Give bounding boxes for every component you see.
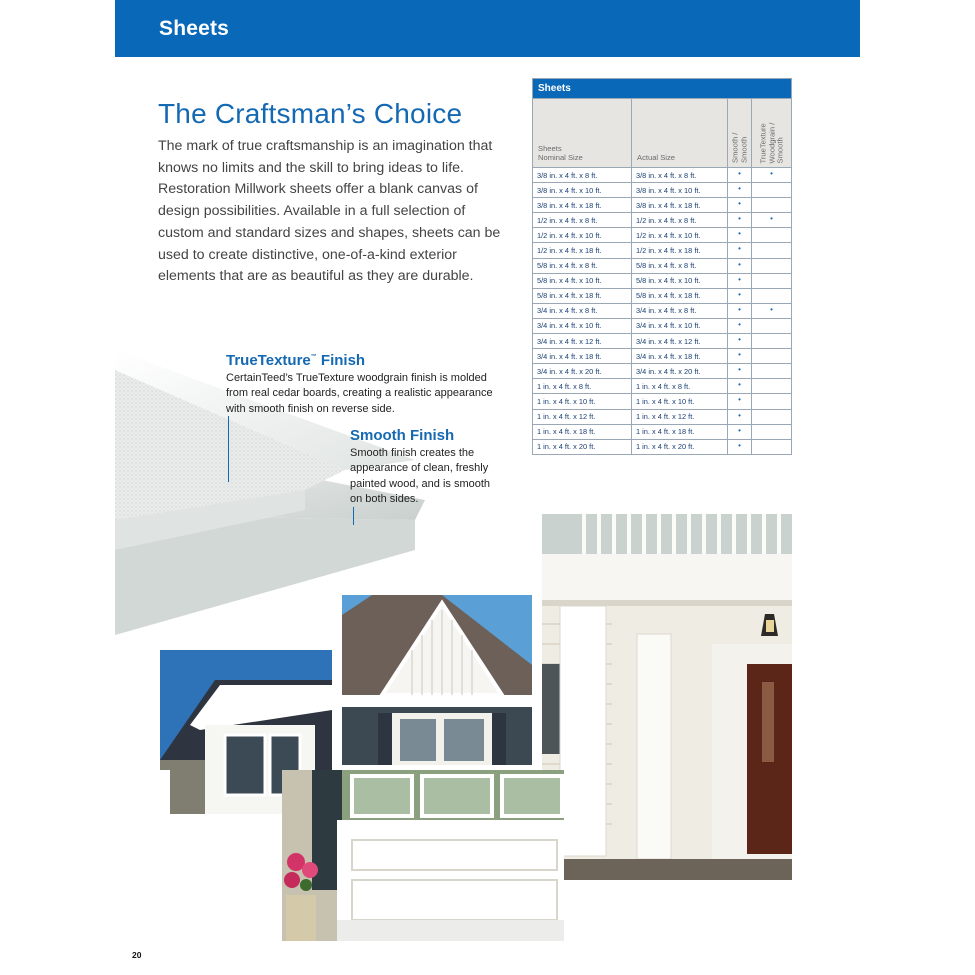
table-row (533, 348, 791, 363)
col-nominal-size: Sheets Nominal Size (533, 99, 632, 167)
nominal-size-cell: 1 in. x 4 ft. x 10 ft. (533, 394, 632, 408)
nominal-size-cell: 1/2 in. x 4 ft. x 18 ft. (533, 243, 632, 257)
nominal-size-cell: 5/8 in. x 4 ft. x 10 ft. (533, 274, 632, 288)
actual-size-cell: 3/8 in. x 4 ft. x 10 ft. (632, 183, 728, 197)
smooth-availability-cell: • (728, 289, 752, 303)
table-row (533, 333, 791, 348)
actual-size-cell: 3/4 in. x 4 ft. x 12 ft. (632, 334, 728, 348)
truetexture-availability-cell (752, 183, 791, 197)
truetexture-availability-cell (752, 425, 791, 439)
nominal-size-cell: 3/8 in. x 4 ft. x 8 ft. (533, 168, 632, 182)
table-row (533, 378, 791, 393)
nominal-size-cell: 1/2 in. x 4 ft. x 10 ft. (533, 228, 632, 242)
smooth-availability-cell: • (728, 183, 752, 197)
table-row (533, 363, 791, 378)
actual-size-cell: 1 in. x 4 ft. x 8 ft. (632, 379, 728, 393)
table-row (533, 393, 791, 408)
actual-size-cell: 1/2 in. x 4 ft. x 10 ft. (632, 228, 728, 242)
nominal-size-cell: 1 in. x 4 ft. x 12 ft. (533, 410, 632, 424)
table-row (533, 318, 791, 333)
actual-size-cell: 5/8 in. x 4 ft. x 10 ft. (632, 274, 728, 288)
truetexture-availability-cell (752, 243, 791, 257)
smooth-availability-cell: • (728, 319, 752, 333)
actual-size-cell: 3/4 in. x 4 ft. x 8 ft. (632, 304, 728, 318)
smooth-availability-cell: • (728, 304, 752, 318)
actual-size-cell: 3/8 in. x 4 ft. x 8 ft. (632, 168, 728, 182)
smooth-availability-cell: • (728, 274, 752, 288)
smooth-availability-cell: • (728, 364, 752, 378)
smooth-availability-cell: • (728, 349, 752, 363)
table-row (533, 258, 791, 273)
table-row (533, 439, 791, 454)
table-row (533, 273, 791, 288)
sheets-size-table (532, 78, 792, 455)
smooth-availability-cell: • (728, 425, 752, 439)
nominal-size-cell: 5/8 in. x 4 ft. x 18 ft. (533, 289, 632, 303)
page-headline: The Craftsman’s Choice (158, 98, 463, 129)
col-smooth-smooth: Smooth / Smooth (728, 99, 752, 167)
table-body (533, 167, 791, 454)
truetexture-availability-cell (752, 319, 791, 333)
nominal-size-cell: 3/4 in. x 4 ft. x 8 ft. (533, 304, 632, 318)
smooth-availability-cell: • (728, 168, 752, 182)
banner-title: Sheets (159, 17, 230, 40)
table-title: Sheets (533, 79, 791, 98)
actual-size-cell: 1 in. x 4 ft. x 10 ft. (632, 394, 728, 408)
actual-size-cell: 3/4 in. x 4 ft. x 20 ft. (632, 364, 728, 378)
actual-size-cell: 3/8 in. x 4 ft. x 18 ft. (632, 198, 728, 212)
nominal-size-cell: 3/4 in. x 4 ft. x 20 ft. (533, 364, 632, 378)
smooth-availability-cell: • (728, 243, 752, 257)
actual-size-cell: 1 in. x 4 ft. x 18 ft. (632, 425, 728, 439)
actual-size-cell: 3/4 in. x 4 ft. x 18 ft. (632, 349, 728, 363)
table-row (533, 167, 791, 182)
smooth-availability-cell: • (728, 259, 752, 273)
actual-size-cell: 5/8 in. x 4 ft. x 18 ft. (632, 289, 728, 303)
nominal-size-cell: 3/4 in. x 4 ft. x 12 ft. (533, 334, 632, 348)
smooth-availability-cell: • (728, 410, 752, 424)
actual-size-cell: 5/8 in. x 4 ft. x 8 ft. (632, 259, 728, 273)
table-row (533, 409, 791, 424)
truetexture-availability-cell (752, 364, 791, 378)
table-row (533, 242, 791, 257)
truetexture-availability-cell (752, 410, 791, 424)
actual-size-cell: 1/2 in. x 4 ft. x 8 ft. (632, 213, 728, 227)
actual-size-cell: 3/4 in. x 4 ft. x 10 ft. (632, 319, 728, 333)
porch-columns-photo (542, 514, 792, 880)
smooth-availability-cell: • (728, 228, 752, 242)
table-row (533, 424, 791, 439)
table-header-row (533, 98, 791, 167)
truetexture-availability-cell (752, 259, 791, 273)
nominal-size-cell: 1/2 in. x 4 ft. x 8 ft. (533, 213, 632, 227)
nominal-size-cell: 1 in. x 4 ft. x 18 ft. (533, 425, 632, 439)
smooth-finish-title: Smooth Finish (350, 427, 455, 444)
header-banner (115, 0, 860, 57)
truetexture-availability-cell (752, 349, 791, 363)
truetexture-availability-cell (752, 274, 791, 288)
smooth-availability-cell: • (728, 198, 752, 212)
gable-house-photo (342, 595, 532, 765)
col-actual-size: Actual Size (632, 99, 728, 167)
truetexture-availability-cell (752, 334, 791, 348)
truetexture-availability-cell: • (770, 169, 773, 178)
smooth-finish-description: Smooth finish creates the appearance of clean, freshly painted wood, and is smooth on both sides. (350, 447, 491, 505)
truetexture-availability-cell: • (770, 304, 773, 314)
truetexture-availability-cell (752, 394, 791, 408)
truetexture-availability-cell (752, 198, 791, 212)
truetexture-leader-line (228, 416, 229, 482)
nominal-size-cell: 1 in. x 4 ft. x 8 ft. (533, 379, 632, 393)
table-row (533, 182, 791, 197)
table-row (533, 212, 791, 227)
smooth-availability-cell: • (728, 379, 752, 393)
table-row (533, 288, 791, 303)
nominal-size-cell: 3/4 in. x 4 ft. x 18 ft. (533, 349, 632, 363)
nominal-size-cell: 5/8 in. x 4 ft. x 8 ft. (533, 259, 632, 273)
page-number: 20 (132, 950, 142, 960)
actual-size-cell: 1/2 in. x 4 ft. x 18 ft. (632, 243, 728, 257)
truetexture-description: CertainTeed’s TrueTexture woodgrain finish is molded from real cedar boards, creating a realistic appearance with smooth finish on reverse side. (226, 372, 493, 415)
intro-paragraph: The mark of true craftsmanship is an imagination that knows no limits and the skill to bring ideas to life. Restoration Millwork sheets offer a blank canvas of design possibilities. Available in a full selection of custom and standard sizes and shapes, sheets can be used to create distinctive, one-of-a-kind exterior elements that are as beautiful as they are durable. (158, 138, 501, 285)
truetexture-title: TrueTexture™ Finish (226, 352, 366, 369)
table-row (533, 227, 791, 242)
truetexture-availability-cell: • (770, 214, 773, 224)
truetexture-availability-cell (752, 228, 791, 242)
smooth-availability-cell: • (728, 440, 752, 454)
smooth-availability-cell: • (728, 394, 752, 408)
bay-window-panels-photo (282, 770, 564, 941)
actual-size-cell: 1 in. x 4 ft. x 20 ft. (632, 440, 728, 454)
nominal-size-cell: 3/8 in. x 4 ft. x 18 ft. (533, 198, 632, 212)
smooth-availability-cell: • (728, 213, 752, 227)
table-row (533, 197, 791, 212)
nominal-size-cell: 3/4 in. x 4 ft. x 10 ft. (533, 319, 632, 333)
col-truetexture-smooth: TrueTexture Woodgrain / Smooth (757, 122, 784, 163)
nominal-size-cell: 1 in. x 4 ft. x 20 ft. (533, 440, 632, 454)
table-row (533, 303, 791, 318)
nominal-size-cell: 3/8 in. x 4 ft. x 10 ft. (533, 183, 632, 197)
smooth-availability-cell: • (728, 334, 752, 348)
truetexture-availability-cell (752, 440, 791, 454)
truetexture-availability-cell (752, 379, 791, 393)
smooth-leader-line (353, 507, 354, 525)
actual-size-cell: 1 in. x 4 ft. x 12 ft. (632, 410, 728, 424)
truetexture-availability-cell (752, 289, 791, 303)
